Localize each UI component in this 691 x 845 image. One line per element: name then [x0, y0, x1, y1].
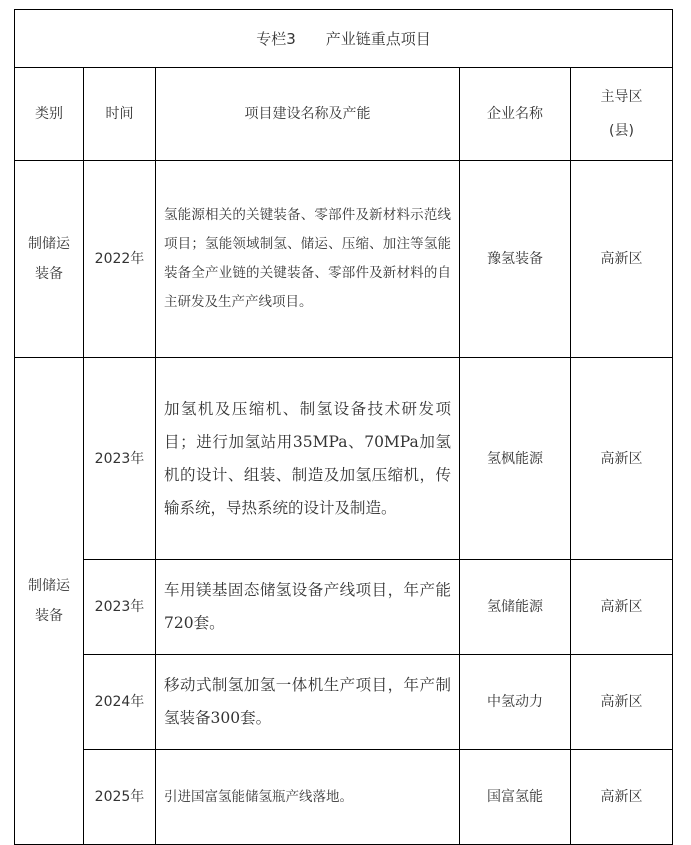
key-projects-table [14, 9, 673, 845]
company-cell: 豫氢装备 [460, 161, 571, 358]
table-title [15, 10, 673, 68]
project-cell: 移动式制氢加氢一体机生产项目，年产制氢装备300套。 [156, 655, 460, 750]
category-cell-merged: 制储运装备 [15, 358, 84, 845]
header-district-line1: 主导区 [600, 89, 643, 105]
table-row [15, 560, 673, 655]
title-row [15, 10, 673, 68]
year-cell: 2023年 [84, 358, 156, 560]
district-cell: 高新区 [571, 655, 673, 750]
company-cell: 氢枫能源 [460, 358, 571, 560]
title-text: 产业链重点项目 [325, 30, 431, 48]
company-cell: 中氢动力 [460, 655, 571, 750]
header-company: 企业名称 [460, 68, 571, 161]
year-cell: 2022年 [84, 161, 156, 358]
header-row [15, 68, 673, 161]
table-row [15, 750, 673, 845]
company-cell: 氢储能源 [460, 560, 571, 655]
category-cell: 制储运装备 [15, 161, 84, 358]
district-cell: 高新区 [571, 750, 673, 845]
district-cell: 高新区 [571, 161, 673, 358]
project-cell: 引进国富氢能储氢瓶产线落地。 [156, 750, 460, 845]
header-district [571, 68, 673, 161]
project-cell: 加氢机及压缩机、制氢设备技术研发项目；进行加氢站用35MPa、70MPa加氢机的设计、组装、制造及加氢压缩机，传输系统，导热系统的设计及制造。 [156, 358, 460, 560]
year-cell: 2025年 [84, 750, 156, 845]
title-prefix: 专栏3 [256, 30, 296, 48]
table-row [15, 161, 673, 358]
year-cell: 2023年 [84, 560, 156, 655]
header-time: 时间 [84, 68, 156, 161]
district-cell: 高新区 [571, 358, 673, 560]
year-cell: 2024年 [84, 655, 156, 750]
company-cell: 国富氢能 [460, 750, 571, 845]
project-cell: 车用镁基固态储氢设备产线项目，年产能720套。 [156, 560, 460, 655]
header-category: 类别 [15, 68, 84, 161]
district-cell: 高新区 [571, 560, 673, 655]
header-project: 项目建设名称及产能 [156, 68, 460, 161]
table-row [15, 358, 673, 560]
header-district-line2: (县) [609, 123, 634, 139]
project-cell: 氢能源相关的关键装备、零部件及新材料示范线项目；氢能领域制氢、储运、压缩、加注等氢能装备全产业链的关键装备、零部件及新材料的自主研发及生产产线项目。 [156, 161, 460, 358]
table-row [15, 655, 673, 750]
